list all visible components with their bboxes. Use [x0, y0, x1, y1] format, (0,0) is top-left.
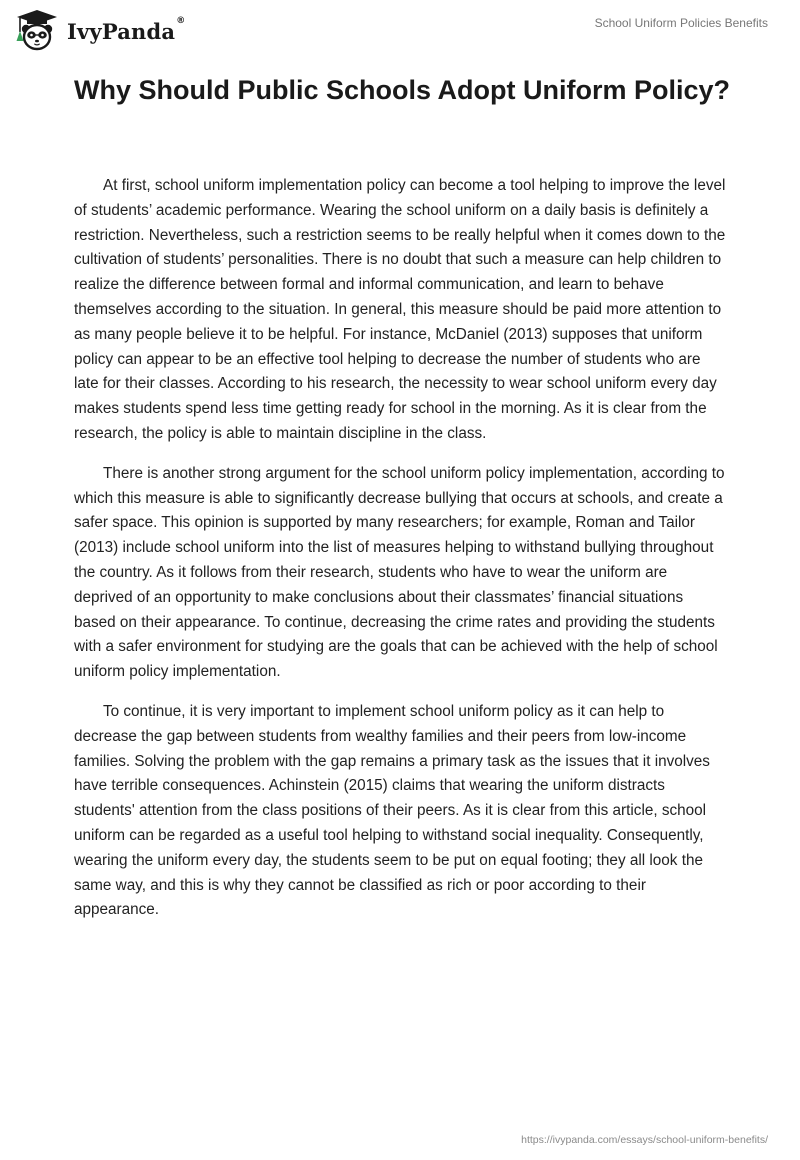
page-header	[0, 0, 800, 62]
paragraph-1: At first, school uniform implementation policy can become a tool helping to improve the level of students’ academic performance. Wearing the school uniform on a daily basis is definitely a restriction. Nevertheless, such a restriction seems to be really helpful when it comes down to the cultivation of students’ personalities. There is no doubt that such a measure can help children to realize the difference between formal and informal communication, and learn to behave themselves according to the situation. In general, this measure should be paid more attention to as many people believe it to be helpful. For instance, McDaniel (2013) supposes that uniform policy can appear to be an effective tool helping to decrease the number of students who are late for their classes. According to his research, the necessity to wear school uniform every day makes students spend less time getting ready for school in the morning. As it is clear from the research, the policy is able to maintain discipline in the class.	[74, 177, 726, 442]
ivypanda-logo[interactable]	[12, 8, 185, 52]
source-url[interactable]: https://ivypanda.com/essays/school-uniform-benefits/	[521, 1134, 768, 1146]
article-body	[74, 174, 726, 938]
page-title: Why Should Public Schools Adopt Uniform Policy?	[74, 75, 731, 105]
document-header-title: School Uniform Policies Benefits	[594, 16, 768, 30]
logo-text: IvyPanda	[67, 18, 176, 44]
panda-graduate-icon	[12, 8, 62, 52]
paragraph-2: There is another strong argument for the school uniform policy implementation, according to which this measure is able to significantly decrease bullying that occurs at schools, and create a safer space. This opinion is supported by many researchers; for example, Roman and Tailor (2013) include school uniform into the list of measures helping to withstand bullying throughout the country. As it follows from their research, students who have to wear the uniform are deprived of an opportunity to make conclusions about their classmates’ financial situations based on their appearance. To continue, decreasing the crime rates and providing the students with a safer environment for studying are the goals that can be achieved with the help of school uniform policy implementation.	[74, 464, 725, 681]
registered-mark: ®	[176, 16, 186, 26]
paragraph-3: To continue, it is very important to implement school uniform policy as it can help to decrease the gap between students from wealthy families and their peers from low-income families. Solving the problem with the gap remains a primary task as the issues that it involves have terrible consequences. Achinstein (2015) claims that wearing the uniform distracts students' attention from the class positions of their peers. As it is clear from this article, school uniform can be regarded as a useful tool helping to withstand social inequality. Consequently, wearing the uniform every day, the students seem to be put on equal footing; they all look the same way, and this is why they cannot be classified as rich or poor according to their appearance.	[74, 702, 710, 919]
